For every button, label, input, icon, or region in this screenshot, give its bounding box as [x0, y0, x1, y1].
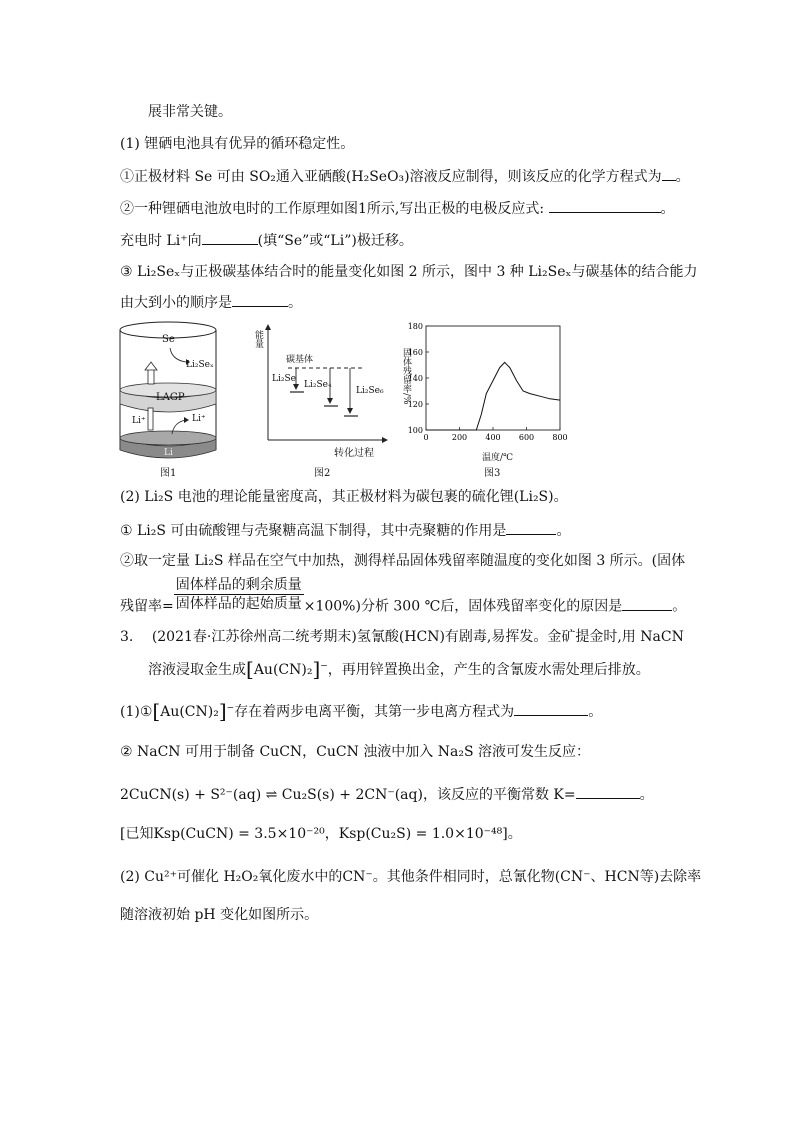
fig3-ylabel: 固体残留率/% [401, 348, 411, 405]
complex-formula: Au(CN)₂ [253, 662, 313, 678]
left-bracket: [ [152, 699, 161, 723]
x-tick-label: 600 [518, 433, 535, 442]
fig1-lagp-label: LAGP [156, 392, 185, 403]
fig1-product-label: Li₂Seₓ [186, 360, 214, 370]
answer-blank[interactable] [514, 701, 588, 716]
figure-1 [112, 318, 224, 476]
fig1-li-ion-right: Li⁺ [192, 414, 206, 424]
punct: 。 [288, 295, 302, 311]
fig2-base-label: 碳基体 [286, 355, 314, 365]
x-tick-label: 0 [423, 433, 429, 442]
figure-2 [252, 322, 392, 460]
x-tick-label: 400 [485, 433, 501, 442]
q3-part3b: 随溶液初始 pH 变化如图所示。 [120, 907, 319, 923]
right-bracket: ] [218, 699, 227, 723]
q2-part2-a [120, 520, 570, 541]
fraction-numerator: 固体样品的剩余质量 [175, 577, 302, 593]
q2-part1-a-text: ①正极材料 Se 可由 SO₂通入亚硒酸(H₂SeO₃)溶液反应制得，则该反应的化学方程式为 [120, 169, 662, 185]
residue-curve [426, 362, 560, 430]
q3-ksp: [已知Ksp(CuCN) = 3.5×10⁻²⁰，Ksp(Cu₂S) = 1.0×10⁻⁴⁸]。 [120, 826, 522, 842]
fig2-xlabel: 转化过程 [334, 448, 374, 459]
q2-part2-b2-pre: 残留率= [120, 598, 174, 615]
x-tick-label: 800 [552, 433, 568, 442]
answer-blank[interactable] [622, 596, 672, 611]
punct: 。 [675, 169, 690, 185]
q2-part1-b2 [120, 230, 413, 251]
q2-part1-c: ③ Li₂Seₓ与正极碳基体结合时的能量变化如图 2 所示，图中 3 种 Li₂Seₓ与碳基体的结合能力 [120, 264, 698, 280]
fig2-caption: 图2 [314, 468, 331, 479]
y-tick-label: 120 [407, 400, 423, 409]
answer-blank[interactable] [549, 198, 661, 213]
answer-blank[interactable] [506, 520, 556, 535]
q3-line2-pre: 溶液浸取金生成 [148, 662, 246, 678]
answer-blank[interactable] [662, 166, 676, 181]
q2-part1-b [120, 198, 675, 219]
figure-3-chart [400, 318, 570, 462]
fig2-species-3: Li₂Se₆ [356, 386, 384, 396]
fig3-caption: 图3 [484, 468, 501, 479]
y-tick-label: 180 [407, 322, 423, 331]
fig1-se-label: Se [162, 334, 175, 345]
q3-equation-line [120, 784, 654, 805]
punct: 。 [556, 523, 571, 539]
punct: 。 [672, 598, 687, 615]
q2-part1-c2 [120, 292, 302, 313]
punct: 。 [639, 787, 654, 803]
q3-line2-post: ，再用锌置换出金，产生的含氰废水需处理后排放。 [327, 662, 650, 678]
q2-part2-title: (2) Li₂S 电池的理论能量密度高，其正极材料为碳包裹的硫化锂(Li₂S)。 [120, 489, 568, 505]
intro-tail: 展非常关键。 [148, 104, 232, 120]
y-tick-label: 100 [407, 426, 423, 435]
fig2-species-2: Li₂Se₄ [304, 380, 332, 390]
q2-part1-b-text: ②一种锂硒电池放电时的工作原理如图1所示,写出正极的电极反应式: [120, 201, 545, 217]
q3-number: 3. [120, 629, 134, 645]
answer-blank[interactable] [576, 784, 640, 799]
q3-part2: ② NaCN 可用于制备 CuCN，CuCN 浊液中加入 Na₂S 溶液可发生反应： [120, 744, 590, 760]
fig1-li-label: Li [164, 448, 173, 458]
fraction-denominator: 固体样品的起始质量 [175, 596, 302, 612]
fig3-xlabel: 温度/℃ [482, 453, 514, 463]
q2-part1-a [120, 166, 690, 187]
fig1-li-ion-left: Li⁺ [132, 416, 146, 426]
punct: 。 [660, 201, 675, 217]
fig1-caption: 图1 [160, 468, 177, 479]
punct: 。 [588, 704, 603, 720]
q3-header [120, 627, 684, 647]
q3-source: (2021春·江苏徐州高二统考期末)氢氰酸(HCN)有剧毒,易挥发。金矿提金时,用 NaCN [151, 629, 684, 645]
q2-part1-b2-pre: 充电时 Li⁺向 [120, 233, 202, 249]
left-bracket: [ [246, 657, 254, 681]
q3-part1 [120, 701, 602, 722]
y-tick-label: 140 [407, 374, 423, 383]
chart-frame [426, 326, 560, 430]
q2-part2-a-text: ① Li₂S 可由硫酸锂与壳聚糖高温下制得，其中壳聚糖的作用是 [120, 523, 507, 539]
answer-blank[interactable] [232, 292, 288, 307]
q2-part2-b2 [120, 576, 686, 616]
q2-part1-c2-pre: 由大到小的顺序是 [120, 295, 232, 311]
q2-part2-b2-post: ×100%)分析 300 ℃后，固体残留率变化的原因是 [303, 598, 623, 615]
complex-formula: Au(CN)₂ [160, 704, 219, 720]
q2-part1-title: (1) 锂硒电池具有优异的循环稳定性。 [120, 136, 355, 152]
fig2-ylabel: 能量 [253, 330, 263, 348]
y-tick-label: 160 [407, 348, 423, 357]
fig2-species-1: Li₂Se [272, 374, 296, 384]
complex-charge: − [320, 661, 328, 672]
q3-part1-post: 存在着两步电离平衡，其第一步电离方程式为 [234, 704, 515, 720]
residue-fraction [174, 576, 304, 613]
figure-3 [400, 318, 570, 462]
q3-line2 [148, 659, 650, 680]
answer-blank[interactable] [202, 230, 258, 245]
complex-charge: − [226, 703, 235, 714]
q3-part3: (2) Cu²⁺可催化 H₂O₂氧化废水中的CN⁻。其他条件相同时，总氰化物(CN⁻、HCN等)去除率 [120, 869, 702, 885]
q2-part1-b2-post: (填“Se”或“Li”)极迁移。 [257, 233, 413, 249]
x-tick-label: 200 [451, 433, 468, 442]
q2-part2-b: ②取一定量 Li₂S 样品在空气中加热，测得样品固体残留率随温度的变化如图 3 所示。(固体 [120, 553, 686, 569]
q3-part1-pre: (1)① [120, 704, 153, 720]
q3-equation: 2CuCN(s) + S²⁻(aq) ⇌ Cu₂S(s) + 2CN⁻(aq)，该反应的平衡常数 K= [120, 787, 576, 803]
right-bracket: ] [312, 657, 321, 681]
